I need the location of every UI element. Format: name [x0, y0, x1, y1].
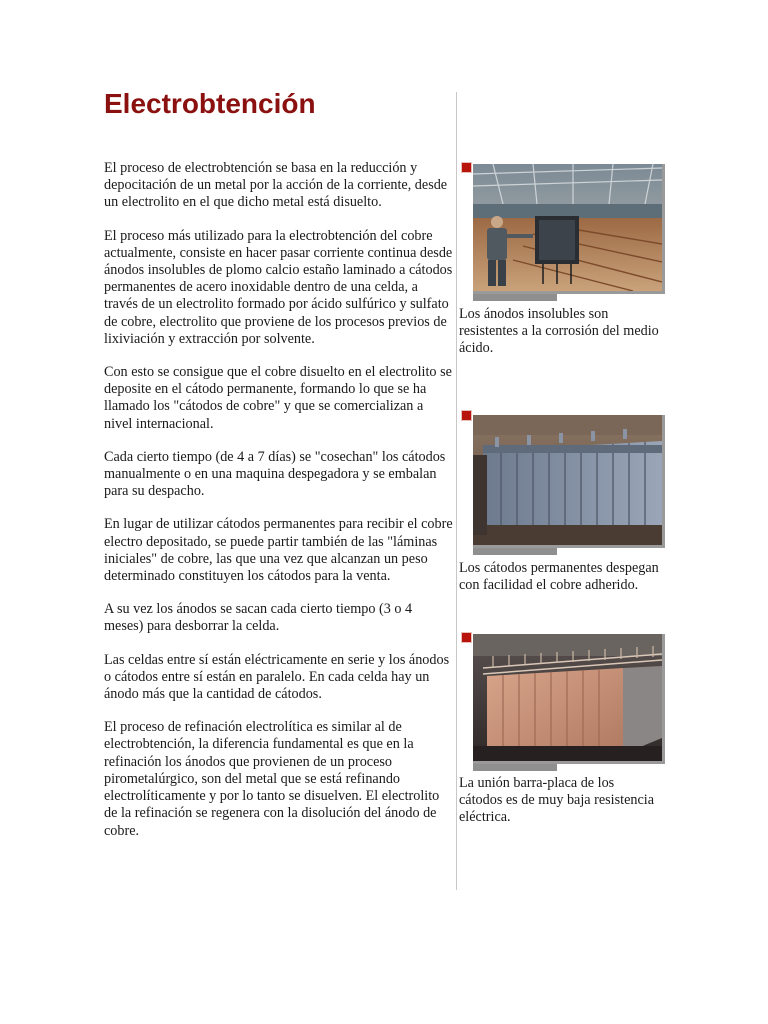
page-title: Electrobtención — [104, 88, 316, 119]
paragraph-5: En lugar de utilizar cátodos permanentes para recibir el cobre electro depositado, se puede partir también de las "láminas iniciales" de cobre, las que una vez que alcanzan un peso determinado constituyen los cátodos para la venta. — [104, 516, 453, 585]
paragraph-8: El proceso de refinación electrolítica es similar al de electrobtención, la diferencia fundamental es que en la refinación los ánodos que provienen de un proceso pirometalúrgico, son del metal que se está refinando electrolíticamente y por lo tanto se disuelven. El electrolito de la refinación se regenera con la disolución del ánodo de cobre. — [104, 719, 440, 839]
paragraph-2: El proceso más utilizado para la electrobtención del cobre actualmente, consiste en hacer pasar corriente continua desde ánodos insolubles de plomo calcio estaño laminado a cátodos permanentes de acero inoxidable dentro de una celda, a través de un electrolito formado por ácido sulfúrico y sulfato de cobre, electrolito que proviene de los procesos previos de lixiviación y extracción por solvente. — [104, 227, 453, 347]
paragraph-7: Las celdas entre sí están eléctricamente en serie y los ánodos o cátodos entre sí están en paralelo. En cada celda hay un ánodo más que la cantidad de cátodos. — [104, 651, 450, 703]
permanent-cathodes-photo — [473, 415, 665, 548]
paragraph-3: Con esto se consigue que el cobre disuelto en el electrolito se deposite en el cátodo permanente, formando lo que se ha llamado los "cátodos de cobre" y que se comercializan a nivel internacional. — [104, 364, 452, 432]
figure-caption-3: La unión barra-placa de los cátodos es de muy baja resistencia eléctrica. — [459, 775, 655, 826]
copper-cathodes-photo — [473, 634, 665, 764]
bullet-marker-icon — [461, 162, 472, 173]
figure-anodes — [459, 160, 665, 360]
photo-caption-bar — [473, 548, 557, 555]
paragraph-1: El proceso de electrobtención se basa en la reducción y depocitación de un metal por la acción de la corriente, desde un electrolito en el que dicho metal está disuelto. — [104, 160, 448, 211]
tankhouse-anodes-photo — [473, 164, 665, 294]
column-divider — [456, 92, 457, 890]
figure-caption-2: Los cátodos permanentes despegan con facilidad el cobre adherido. — [459, 560, 659, 594]
figure-cathodes — [459, 408, 665, 608]
photo-caption-bar — [473, 294, 557, 301]
figure-caption-1: Los ánodos insolubles son resistentes a la corrosión del medio ácido. — [459, 306, 659, 357]
figure-copper-cathodes — [459, 630, 665, 830]
article-body — [104, 160, 454, 856]
bullet-marker-icon — [461, 632, 472, 643]
paragraph-6: A su vez los ánodos se sacan cada cierto tiempo (3 o 4 meses) para desborrar la celda. — [104, 601, 413, 635]
photo-caption-bar — [473, 764, 557, 771]
bullet-marker-icon — [461, 410, 472, 421]
paragraph-4: Cada cierto tiempo (de 4 a 7 días) se "cosechan" los cátodos manualmente o en una maquina despegadora y se embalan para su despacho. — [104, 448, 446, 500]
